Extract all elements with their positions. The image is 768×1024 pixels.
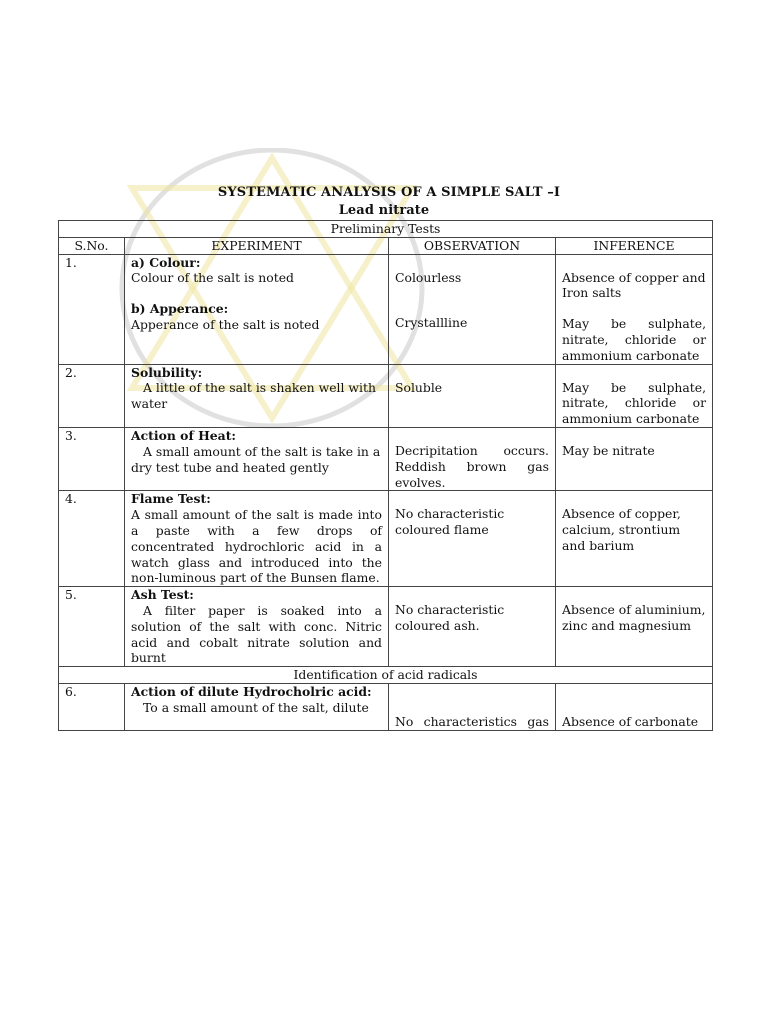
observation-text: No characteristics gas [395, 713, 549, 729]
experiment-heading: Flame Test: [131, 491, 211, 507]
row-number: 1. [59, 254, 125, 364]
experiment-text: A little of the salt is shaken well with water [131, 380, 376, 412]
inference-cell [556, 364, 713, 427]
inference-cell [556, 254, 713, 364]
row-number: 3. [59, 427, 125, 490]
inference-text: Absence of copper and Iron salts [562, 269, 706, 301]
experiment-cell [125, 683, 389, 730]
row-number: 2. [59, 364, 125, 427]
section-header-preliminary [59, 221, 713, 238]
experiment-heading: Ash Test: [131, 587, 194, 603]
experiment-text: A small amount of the salt is made into a paste with a few drops of concentrated hydrochloric acid in a watch glass and introduced into the non-luminous part of the Bunsen flame. [131, 507, 382, 586]
observation-text: Decripitation occurs. Reddish brown gas evolves. [395, 442, 549, 490]
experiment-heading: a) Colour: [131, 254, 201, 270]
column-header-experiment: EXPERIMENT [125, 237, 389, 254]
inference-text: Absence of carbonate [562, 713, 699, 729]
inference-cell [556, 427, 713, 490]
observation-cell [389, 491, 556, 587]
experiment-cell [125, 587, 389, 667]
row-number: 5. [59, 587, 125, 667]
observation-text: No characteristic coloured flame [395, 506, 505, 538]
observation-text: Crystallline [395, 315, 468, 331]
document-subtitle: Lead nitrate [338, 203, 430, 218]
observation-cell [389, 683, 556, 730]
table-row [59, 491, 713, 587]
experiment-text: Apperance of the salt is noted [131, 316, 320, 332]
table-row [59, 254, 713, 364]
inference-cell [556, 587, 713, 667]
column-header-inference: INFERENCE [556, 237, 713, 254]
experiment-heading: Action of Heat: [131, 427, 236, 443]
analysis-table [58, 220, 713, 731]
experiment-heading: Solubility: [131, 364, 203, 380]
observation-text: Soluble [395, 379, 443, 395]
experiment-cell [125, 254, 389, 364]
experiment-text: To a small amount of the salt, dilute [143, 699, 369, 715]
experiment-cell [125, 491, 389, 587]
column-header-sno: S.No. [59, 237, 125, 254]
table-row [59, 587, 713, 667]
table-header-row [59, 237, 713, 254]
experiment-text: Colour of the salt is noted [131, 270, 294, 286]
inference-text: May be sulphate, nitrate, chloride or ammonium carbonate [562, 316, 707, 363]
observation-cell [389, 427, 556, 490]
section-header-acid-radicals [59, 667, 713, 684]
inference-text: May be nitrate [562, 442, 655, 458]
observation-cell [389, 364, 556, 427]
observation-cell [389, 254, 556, 364]
column-header-observation: OBSERVATION [389, 237, 556, 254]
experiment-heading: Action of dilute Hydrocholric acid: [131, 683, 372, 699]
row-number: 4. [59, 491, 125, 587]
observation-text: Colourless [395, 269, 462, 285]
inference-text: May be sulphate, nitrate, chloride or ammonium carbonate [562, 379, 707, 427]
experiment-cell [125, 364, 389, 427]
table-row [59, 364, 713, 427]
table-row [59, 683, 713, 730]
observation-text: No characteristic coloured ash. [395, 602, 505, 633]
inference-cell [556, 683, 713, 730]
experiment-heading: b) Apperance: [131, 301, 229, 317]
section-title: Identification of acid radicals [59, 667, 713, 684]
inference-text: Absence of aluminium, zinc and magnesium [562, 602, 706, 633]
experiment-text: A filter paper is soaked into a solution of the salt with conc. Nitric acid and cobalt nitrate solution and burnt [131, 602, 382, 666]
section-title: Preliminary Tests [59, 221, 713, 238]
observation-cell [389, 587, 556, 667]
experiment-text: A small amount of the salt is take in a dry test tube and heated gently [131, 443, 381, 475]
row-number: 6. [59, 683, 125, 730]
table-row [59, 427, 713, 490]
inference-cell [556, 491, 713, 587]
document-title: SYSTEMATIC ANALYSIS OF A SIMPLE SALT –I [217, 185, 561, 200]
experiment-cell [125, 427, 389, 490]
inference-text: Absence of copper, calcium, strontium and barium [562, 506, 681, 553]
